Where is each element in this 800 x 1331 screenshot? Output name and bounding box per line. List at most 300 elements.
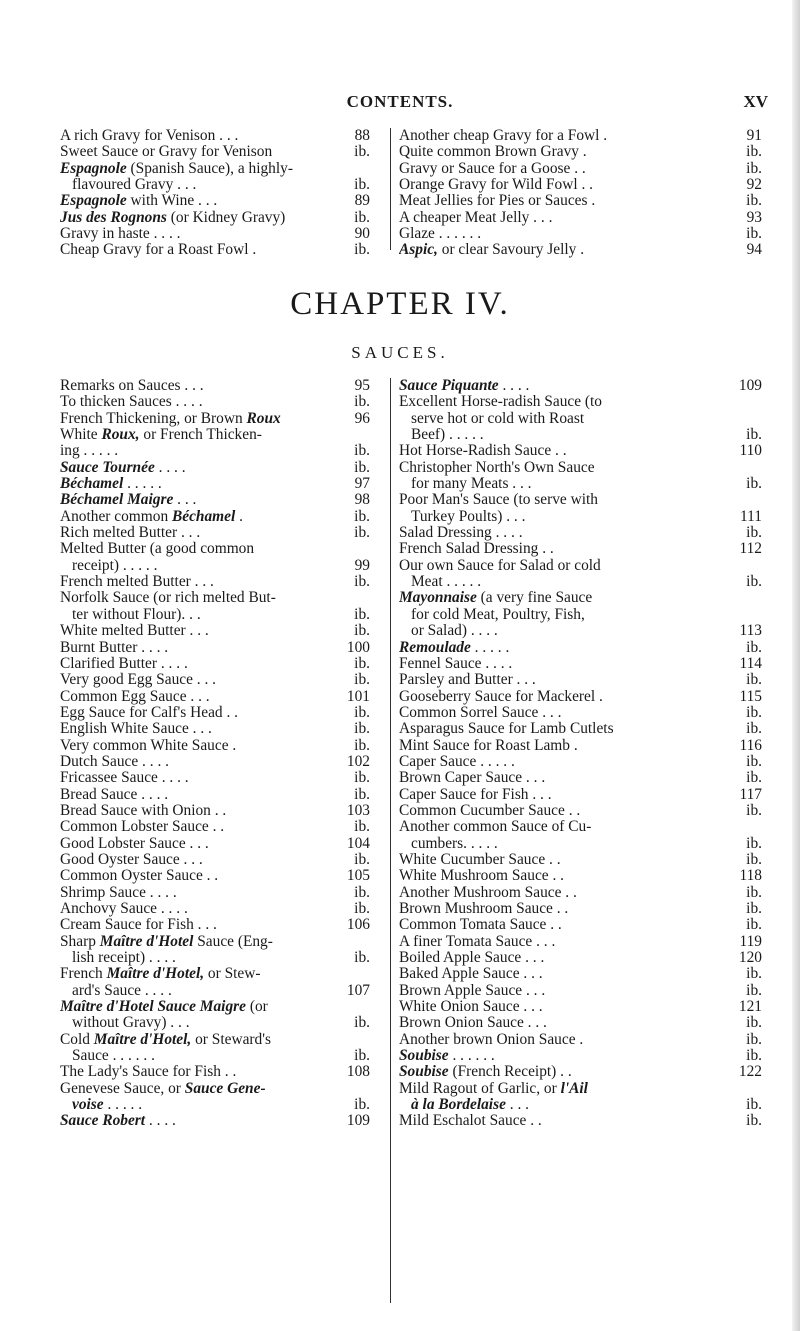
toc-entry <box>60 721 370 737</box>
toc-entry-page: ib. <box>354 818 370 836</box>
toc-entry <box>399 901 762 917</box>
toc-entry-title: Good Oyster Sauce . . . <box>60 851 203 868</box>
toc-entry-title: Gooseberry Sauce for Mackerel . <box>399 688 603 705</box>
toc-entry <box>399 394 762 410</box>
toc-entry-page: 101 <box>346 687 370 705</box>
toc-entry-title: Sauce . . . . . . <box>72 1048 155 1065</box>
toc-entry-title: Sharp Maître d'Hotel Sauce (Eng- <box>60 933 273 950</box>
toc-entry-title: Remoulade . . . . . <box>399 639 510 656</box>
toc-entry-page: ib. <box>354 1047 370 1065</box>
toc-entry-title: Norfolk Sauce (or rich melted But- <box>60 590 276 607</box>
toc-entry-title: Turkey Poults) . . . <box>411 508 526 525</box>
gravy-list-right <box>390 127 762 259</box>
page-edge-shadow <box>792 0 800 1331</box>
toc-entry <box>399 177 762 193</box>
toc-entry-title: Orange Gravy for Wild Fowl . . <box>399 177 594 194</box>
toc-entry <box>399 193 762 209</box>
toc-entry-title: Maître d'Hotel Sauce Maigre (or <box>60 999 268 1016</box>
toc-entry-page: 108 <box>346 1063 370 1081</box>
toc-entry-title: Espagnole (Spanish Sauce), a highly- <box>60 160 293 177</box>
toc-entry-page: 118 <box>739 867 762 885</box>
toc-entry <box>399 934 762 950</box>
toc-entry-page: ib. <box>746 1014 762 1032</box>
toc-entry-page: 115 <box>739 687 762 705</box>
toc-entry <box>399 966 762 982</box>
toc-entry-title: French Salad Dressing . . <box>399 541 554 558</box>
toc-entry-title: Hot Horse-Radish Sauce . . <box>399 443 567 460</box>
toc-entry <box>399 819 762 835</box>
toc-entry-title: Brown Mushroom Sauce . . <box>399 901 569 917</box>
toc-entry-page: 100 <box>346 638 370 656</box>
toc-entry-title: French Thickening, or Brown Roux <box>60 410 281 427</box>
toc-entry-title: Common Lobster Sauce . . <box>60 819 225 836</box>
toc-entry-title: Cheap Gravy for a Roast Fowl . <box>60 242 257 259</box>
toc-entry-page: ib. <box>354 1014 370 1032</box>
toc-entry-page: 121 <box>738 998 762 1016</box>
toc-entry <box>60 394 370 410</box>
toc-entry-title: Common Oyster Sauce . . <box>60 868 219 885</box>
toc-entry-title: Common Cucumber Sauce . . <box>399 802 581 819</box>
toc-entry <box>60 177 370 193</box>
toc-entry-title: Genevese Sauce, or Sauce Gene- <box>60 1080 266 1097</box>
toc-entry-title: Salad Dressing . . . . <box>399 525 523 542</box>
toc-entry <box>399 1097 762 1113</box>
toc-entry-page: ib. <box>746 475 762 493</box>
toc-entry-page: ib. <box>354 736 370 754</box>
toc-entry-page: 99 <box>354 556 370 574</box>
toc-entry <box>399 999 762 1015</box>
toc-entry <box>60 427 370 443</box>
toc-entry <box>399 738 762 754</box>
toc-entry <box>60 738 370 754</box>
toc-entry <box>60 1097 370 1113</box>
toc-entry-page: ib. <box>354 573 370 591</box>
toc-entry-title: Soubise (French Receipt) . . <box>399 1064 572 1081</box>
toc-entry-page: ib. <box>354 143 370 161</box>
toc-entry <box>399 427 762 443</box>
toc-entry <box>60 558 370 574</box>
toc-entry-page: 111 <box>740 507 762 525</box>
toc-entry <box>399 885 762 901</box>
toc-entry <box>60 607 370 623</box>
page-number: XV <box>743 92 768 111</box>
toc-entry <box>60 885 370 901</box>
toc-entry-title: Clarified Butter . . . . <box>60 655 188 672</box>
sauces-list-right <box>390 378 762 1303</box>
toc-entry-page: 120 <box>738 949 762 967</box>
toc-entry-page: ib. <box>746 159 762 177</box>
toc-entry-page: ib. <box>354 622 370 640</box>
toc-entry <box>399 950 762 966</box>
toc-entry-page: 117 <box>739 785 762 803</box>
toc-entry-title: Common Tomata Sauce . . <box>399 917 562 934</box>
toc-entry-page: 116 <box>739 736 762 754</box>
toc-entry-page: ib. <box>354 605 370 623</box>
toc-entry-page: ib. <box>746 192 762 210</box>
toc-entry <box>60 226 370 242</box>
toc-entry-title: Soubise . . . . . . <box>399 1048 495 1065</box>
toc-entry-title: Bread Sauce . . . . <box>60 786 169 803</box>
toc-entry-page: 93 <box>746 208 762 226</box>
toc-entry <box>60 1015 370 1031</box>
toc-entry-page: ib. <box>354 769 370 787</box>
toc-entry-title: ter without Flour). . . <box>72 606 201 623</box>
toc-entry <box>60 836 370 852</box>
toc-entry-page: 103 <box>346 801 370 819</box>
toc-entry-title: White melted Butter . . . <box>60 623 209 640</box>
gravy-list-left <box>60 128 370 259</box>
toc-entry <box>399 721 762 737</box>
toc-entry <box>399 917 762 933</box>
toc-entry-title: Parsley and Butter . . . <box>399 672 536 689</box>
toc-entry-title: To thicken Sauces . . . . <box>60 394 203 411</box>
toc-entry-title: White Mushroom Sauce . . <box>399 868 564 885</box>
toc-entry-title: Brown Onion Sauce . . . <box>399 1015 547 1032</box>
toc-entry <box>60 787 370 803</box>
sauces-list-left <box>60 378 370 1130</box>
toc-entry-page: 107 <box>346 981 370 999</box>
toc-entry <box>399 574 762 590</box>
toc-entry-title: Meat Jellies for Pies or Sauces . <box>399 193 596 210</box>
toc-entry-title: Brown Caper Sauce . . . <box>399 770 546 787</box>
toc-entry-title: White Cucumber Sauce . . <box>399 851 561 868</box>
toc-entry-page: ib. <box>354 654 370 672</box>
toc-entry-page: ib. <box>746 524 762 542</box>
toc-entry-title: ing . . . . . <box>60 443 119 460</box>
toc-entry-page: 95 <box>354 377 370 394</box>
toc-entry-title: cumbers. . . . . <box>411 835 498 852</box>
toc-entry-page: ib. <box>746 703 762 721</box>
toc-entry-title: Excellent Horse-radish Sauce (to <box>399 394 602 411</box>
toc-entry <box>60 492 370 508</box>
running-head <box>0 92 800 116</box>
toc-entry-title: receipt) . . . . . <box>72 557 158 574</box>
toc-entry-page: ib. <box>354 720 370 738</box>
toc-entry <box>60 950 370 966</box>
toc-entry-title: Asparagus Sauce for Lamb Cutlets <box>399 721 614 738</box>
toc-entry <box>60 193 370 209</box>
toc-entry-title: Glaze . . . . . . <box>399 226 482 243</box>
toc-entry-page: ib. <box>746 143 762 161</box>
toc-entry <box>399 210 762 226</box>
toc-entry <box>399 1064 762 1080</box>
toc-entry-title: Sauce Piquante . . . . <box>399 378 530 394</box>
toc-entry <box>60 378 370 394</box>
toc-entry-title: Poor Man's Sauce (to serve with <box>399 492 598 509</box>
toc-entry-page: ib. <box>746 834 762 852</box>
toc-entry-title: Boiled Apple Sauce . . . <box>399 950 545 967</box>
toc-entry-title: Another Mushroom Sauce . . <box>399 884 577 901</box>
toc-entry <box>399 226 762 242</box>
toc-entry-title: Good Lobster Sauce . . . <box>60 835 209 852</box>
toc-entry-title: Mayonnaise (a very fine Sauce <box>399 590 593 607</box>
toc-entry-page: ib. <box>354 524 370 542</box>
toc-entry-page: 114 <box>739 654 762 672</box>
toc-entry <box>60 161 370 177</box>
toc-entry-page: 94 <box>746 241 762 259</box>
toc-entry-title: Christopher North's Own Sauce <box>399 459 595 476</box>
toc-entry-page: 106 <box>346 916 370 934</box>
toc-entry <box>399 1081 762 1097</box>
toc-entry-page: ib. <box>746 883 762 901</box>
toc-entry-title: Espagnole with Wine . . . <box>60 193 218 210</box>
toc-entry-title: Another common Sauce of Cu- <box>399 819 592 836</box>
toc-entry <box>399 656 762 672</box>
toc-entry-title: Brown Apple Sauce . . . <box>399 982 546 999</box>
toc-entry-title: Mint Sauce for Roast Lamb . <box>399 737 578 754</box>
toc-entry-page: 109 <box>346 1112 370 1130</box>
toc-entry-page: ib. <box>746 965 762 983</box>
toc-entry-title: Béchamel Maigre . . . <box>60 492 197 509</box>
toc-entry <box>399 640 762 656</box>
toc-entry <box>399 705 762 721</box>
toc-entry <box>60 574 370 590</box>
toc-entry-page: 89 <box>354 192 370 210</box>
toc-entry-page: 109 <box>738 377 762 394</box>
toc-entry-page: ib. <box>354 241 370 259</box>
toc-entry-page: 97 <box>354 475 370 493</box>
toc-entry-title: Cold Maître d'Hotel, or Steward's <box>60 1031 271 1048</box>
toc-entry <box>399 1113 762 1129</box>
toc-entry <box>399 443 762 459</box>
toc-entry <box>399 509 762 525</box>
toc-entry <box>60 590 370 606</box>
toc-entry <box>60 640 370 656</box>
toc-entry <box>60 934 370 950</box>
toc-entry-page: ib. <box>746 638 762 656</box>
toc-entry-title: White Roux, or French Thicken- <box>60 427 262 444</box>
toc-entry-page: ib. <box>354 442 370 460</box>
toc-entry-title: A finer Tomata Sauce . . . <box>399 933 556 950</box>
toc-entry-page: ib. <box>746 916 762 934</box>
toc-entry-page: ib. <box>354 208 370 226</box>
toc-entry-page: ib. <box>354 785 370 803</box>
toc-entry-title: Anchovy Sauce . . . . <box>60 901 188 917</box>
toc-entry-title: Another brown Onion Sauce . <box>399 1031 584 1048</box>
toc-entry <box>60 460 370 476</box>
toc-entry-title: flavoured Gravy . . . <box>72 177 197 194</box>
toc-entry <box>60 983 370 999</box>
toc-entry-title: Rich melted Butter . . . <box>60 525 201 542</box>
toc-entry <box>60 144 370 160</box>
toc-entry <box>399 754 762 770</box>
toc-entry <box>60 966 370 982</box>
toc-entry-title: Caper Sauce for Fish . . . <box>399 786 552 803</box>
toc-entry-title: Dutch Sauce . . . . <box>60 753 169 770</box>
toc-entry <box>399 144 762 160</box>
toc-entry-title: Melted Butter (a good common <box>60 541 255 558</box>
toc-entry-title: Another common Béchamel . <box>60 508 243 525</box>
toc-entry <box>60 1064 370 1080</box>
toc-entry-page: ib. <box>746 1047 762 1065</box>
toc-entry <box>60 705 370 721</box>
toc-entry <box>60 868 370 884</box>
toc-entry-page: ib. <box>354 949 370 967</box>
toc-entry <box>399 803 762 819</box>
toc-entry <box>399 378 762 394</box>
toc-entry <box>60 1048 370 1064</box>
toc-entry-title: White Onion Sauce . . . <box>399 999 543 1016</box>
toc-entry-title: Mild Ragout of Garlic, or l'Ail <box>399 1080 588 1097</box>
toc-entry-title: Béchamel . . . . . <box>60 476 162 493</box>
toc-entry <box>399 1048 762 1064</box>
toc-entry <box>60 443 370 459</box>
toc-entry <box>399 983 762 999</box>
toc-entry-title: A rich Gravy for Venison . . . <box>60 128 239 144</box>
toc-entry-page: 98 <box>354 491 370 509</box>
toc-entry-title: Common Sorrel Sauce . . . <box>399 704 562 721</box>
toc-entry-title: Another cheap Gravy for a Fowl . <box>399 128 608 144</box>
toc-entry <box>60 623 370 639</box>
toc-entry-page: ib. <box>746 1030 762 1048</box>
toc-entry-page: 112 <box>739 540 762 558</box>
toc-entry-page: 105 <box>346 867 370 885</box>
toc-entry <box>399 836 762 852</box>
toc-entry-title: or Salad) . . . . <box>411 623 498 640</box>
toc-entry-title: Fricassee Sauce . . . . <box>60 770 189 787</box>
toc-entry <box>399 852 762 868</box>
toc-entry <box>399 525 762 541</box>
toc-entry-page: ib. <box>354 507 370 525</box>
toc-entry-page: 91 <box>746 127 762 144</box>
toc-entry-title: The Lady's Sauce for Fish . . <box>60 1064 237 1081</box>
toc-entry <box>60 1081 370 1097</box>
toc-entry-title: Sweet Sauce or Gravy for Venison <box>60 144 273 161</box>
toc-entry-page: ib. <box>746 426 762 444</box>
toc-entry <box>399 411 762 427</box>
toc-entry-title: Very good Egg Sauce . . . <box>60 672 217 689</box>
toc-entry-page: ib. <box>746 720 762 738</box>
toc-entry <box>60 770 370 786</box>
toc-entry <box>60 819 370 835</box>
toc-entry-title: Sauce Tournée . . . . <box>60 459 186 476</box>
toc-entry-page: ib. <box>354 176 370 194</box>
toc-entry <box>60 917 370 933</box>
toc-entry <box>399 672 762 688</box>
toc-entry-page: ib. <box>746 801 762 819</box>
chapter-heading: CHAPTER IV. <box>290 286 510 322</box>
toc-entry-title: French melted Butter . . . <box>60 574 214 591</box>
toc-entry-title: Our own Sauce for Salad or cold <box>399 557 601 574</box>
toc-entry <box>399 161 762 177</box>
toc-entry-page: 102 <box>346 752 370 770</box>
toc-entry <box>399 787 762 803</box>
section-heading: SAUCES. <box>351 343 449 362</box>
toc-entry <box>399 623 762 639</box>
toc-entry-page: 90 <box>354 225 370 243</box>
toc-entry <box>60 999 370 1015</box>
toc-entry-page: ib. <box>354 1096 370 1114</box>
toc-entry-page: ib. <box>354 900 370 917</box>
toc-entry-title: without Gravy) . . . <box>72 1015 190 1032</box>
toc-entry <box>399 541 762 557</box>
toc-entry-page: 110 <box>739 442 762 460</box>
toc-entry <box>399 492 762 508</box>
toc-entry-page: ib. <box>354 671 370 689</box>
toc-entry <box>399 607 762 623</box>
toc-entry-page: ib. <box>354 393 370 411</box>
toc-entry-title: Common Egg Sauce . . . <box>60 688 210 705</box>
toc-entry-page: ib. <box>746 1096 762 1114</box>
toc-entry-title: Fennel Sauce . . . . <box>399 655 513 672</box>
toc-entry-title: Remarks on Sauces . . . <box>60 378 204 394</box>
toc-entry-page: ib. <box>354 883 370 901</box>
toc-entry-page: 104 <box>346 834 370 852</box>
toc-entry <box>60 1113 370 1129</box>
toc-entry-page: 88 <box>354 127 370 144</box>
toc-entry <box>399 1015 762 1031</box>
toc-entry <box>60 1032 370 1048</box>
running-head-title: CONTENTS. <box>346 92 454 111</box>
toc-entry-title: French Maître d'Hotel, or Stew- <box>60 966 261 983</box>
toc-entry <box>60 476 370 492</box>
toc-entry-page: ib. <box>746 573 762 591</box>
toc-entry <box>60 656 370 672</box>
toc-entry-page: ib. <box>746 1112 762 1130</box>
toc-entry <box>399 460 762 476</box>
toc-entry-page: 113 <box>739 622 762 640</box>
toc-entry <box>60 509 370 525</box>
toc-entry <box>60 128 370 144</box>
toc-entry-title: Caper Sauce . . . . . <box>399 753 515 770</box>
toc-entry-title: A cheaper Meat Jelly . . . <box>399 209 553 226</box>
toc-entry-title: Mild Eschalot Sauce . . <box>399 1113 542 1130</box>
toc-entry <box>399 558 762 574</box>
toc-entry-title: serve hot or cold with Roast <box>411 410 585 427</box>
toc-entry-title: Beef) . . . . . <box>411 427 484 444</box>
toc-entry-title: à la Bordelaise . . . <box>411 1097 530 1114</box>
toc-entry-page: ib. <box>746 671 762 689</box>
toc-entry-title: Meat . . . . . <box>411 574 482 591</box>
toc-entry-page: 122 <box>738 1063 762 1081</box>
toc-entry-title: ard's Sauce . . . . <box>72 982 172 999</box>
toc-entry-title: Egg Sauce for Calf's Head . . <box>60 704 238 721</box>
toc-entry-title: voise . . . . . <box>72 1097 143 1114</box>
toc-entry-page: 119 <box>739 932 762 950</box>
toc-entry-title: Gravy or Sauce for a Goose . . <box>399 160 586 177</box>
toc-entry-page: ib. <box>746 900 762 917</box>
toc-entry <box>399 689 762 705</box>
toc-entry-title: Bread Sauce with Onion . . <box>60 802 227 819</box>
toc-entry <box>399 242 762 258</box>
toc-entry <box>60 411 370 427</box>
toc-entry-page: ib. <box>746 769 762 787</box>
toc-entry-page: ib. <box>746 225 762 243</box>
toc-entry-title: for cold Meat, Poultry, Fish, <box>411 606 585 623</box>
toc-entry-page: ib. <box>354 458 370 476</box>
toc-entry-title: Gravy in haste . . . . <box>60 226 181 243</box>
toc-entry-title: English White Sauce . . . <box>60 721 212 738</box>
toc-entry-page: ib. <box>746 981 762 999</box>
toc-entry <box>60 754 370 770</box>
toc-entry-title: Sauce Robert . . . . <box>60 1113 176 1130</box>
toc-entry <box>60 852 370 868</box>
toc-entry <box>60 689 370 705</box>
toc-entry-title: Baked Apple Sauce . . . <box>399 966 543 983</box>
toc-entry-title: Very common White Sauce . <box>60 737 237 754</box>
toc-entry <box>399 868 762 884</box>
toc-entry-title: for many Meats . . . <box>411 476 532 493</box>
toc-entry-page: ib. <box>354 850 370 868</box>
toc-entry <box>60 803 370 819</box>
toc-entry <box>399 476 762 492</box>
toc-entry <box>60 541 370 557</box>
toc-entry-page: 92 <box>746 176 762 194</box>
toc-entry <box>60 525 370 541</box>
toc-entry-title: lish receipt) . . . . <box>72 950 176 967</box>
toc-entry-page: ib. <box>746 752 762 770</box>
toc-entry-title: Jus des Rognons (or Kidney Gravy) <box>60 209 286 226</box>
